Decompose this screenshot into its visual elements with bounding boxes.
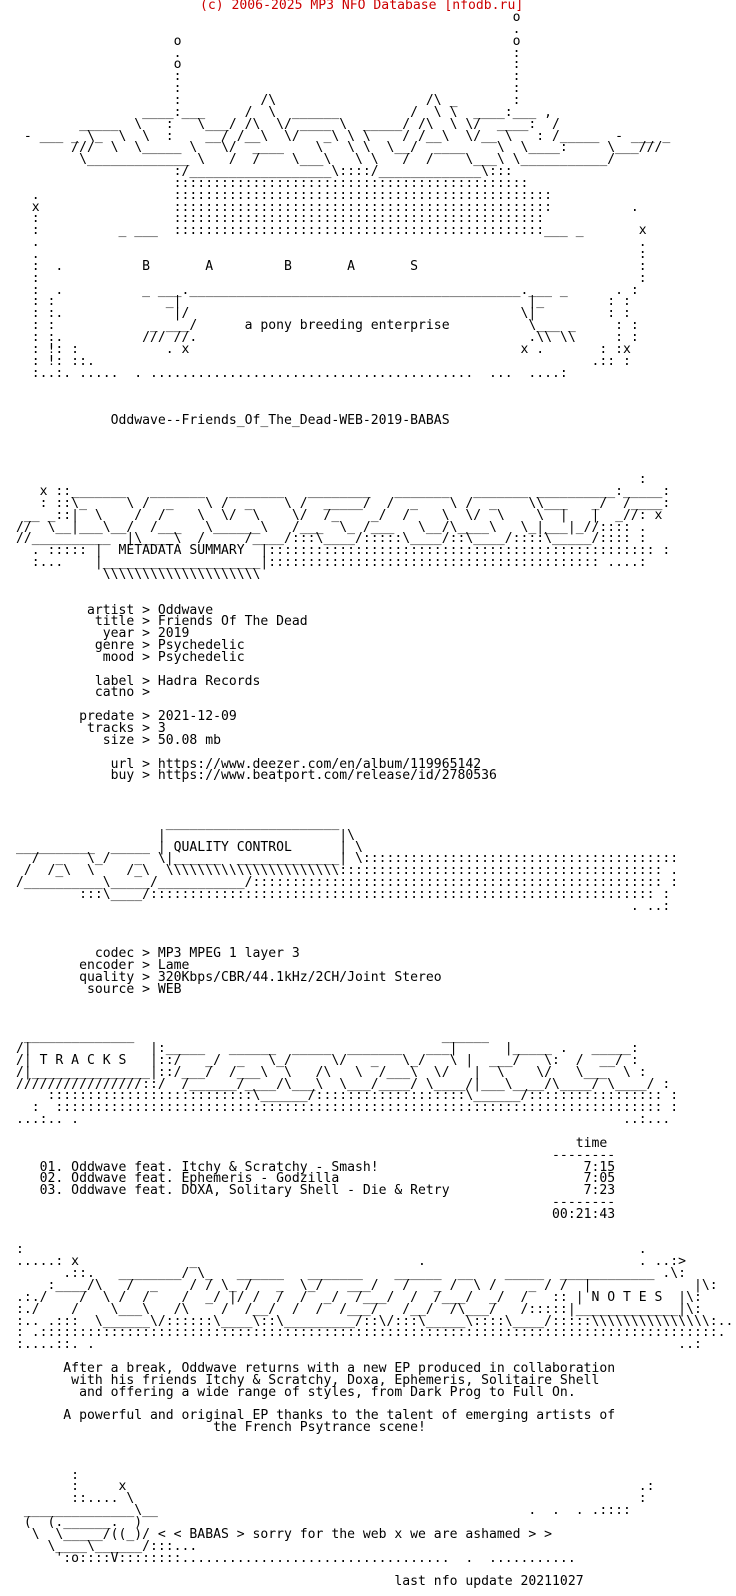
- nfo-line: :/__________________\::::/_____________\:::: [16, 164, 513, 179]
- nfo-line: buy > https://www.beatport.com/release/id/2780536: [16, 768, 497, 784]
- nfo-line: _____ \ : \___/ /\ \/ ____ \ _____/ /\ \ \/ ____: /: [16, 116, 560, 132]
- nfo-line: . ::::::::::::::::::::::::::::::::::::::::::::::::: [16, 187, 553, 203]
- nfo-line: 00:21:43: [16, 1206, 616, 1222]
- nfo-line: . ::::: | METADATA SUMMARY |::::::::::::::::::::::::::::::::::::::::::::::::: :: [16, 543, 671, 559]
- nfo-line: predate > 2021-12-09: [16, 709, 237, 725]
- nfo-line: url > https://www.deezer.com/en/album/119965142: [16, 756, 482, 772]
- nfo-line: /| |:_____ ______ _____ _______ ___| |_____ . _____:: [16, 1041, 639, 1056]
- nfo-line: --------: [16, 1147, 616, 1163]
- nfo-line: 02. Oddwave feat. Ephemeris - Godzilla 7:05: [16, 1171, 616, 1187]
- nfo-line: :: [16, 472, 647, 488]
- nfo-line: 01. Oddwave feat. Itchy & Scratchy - Smash! 7:15: [16, 1159, 616, 1175]
- nfo-line: ______________________: [16, 815, 340, 831]
- nfo-line: | |\: [16, 827, 355, 843]
- nfo-line: Oddwave--Friends_Of_The_Dead-WEB-2019-BABAS: [16, 412, 450, 428]
- nfo-line: the French Psytrance scene!: [16, 1420, 426, 1436]
- nfo-line: : !: ::. .:: :: [16, 353, 631, 369]
- nfo-line: / /_\ \ /_\ \\\\\\\\\\\\\\\\\\\\\\::::::::::::::::::::::::::::::::::::::::: .: [16, 863, 679, 879]
- nfo-line: size > 50.08 mb: [16, 732, 221, 748]
- nfo-line: x ::_______ _______ _______ ________ _______ _______ __________:_____:: [16, 484, 671, 499]
- nfo-line: : . _ ___.__________________________________________.___ _ . :: [16, 282, 639, 298]
- nfo-line: title > Friends Of The Dead: [16, 614, 308, 630]
- nfo-line: ////////////////::/ /______/____/\___\ \___/____/ \____/|___\____/\____/ \____/ :: [16, 1076, 671, 1092]
- nfo-line: ::::::::::::::::::::::::::\______/:::::::::::::::::::\______/::::::::::::::::: :: [16, 1088, 679, 1104]
- nfo-line: / _ \_/ _ \|______ _____________| \::::::::::::::::::::::::::::::::::::::::: [16, 851, 679, 867]
- nfo-line: and offering a wide range of styles, from Dark Prog to Full On.: [16, 1384, 576, 1400]
- nfo-line: : :::::::::::::::::::::::::::::::::::::::::::::::: [16, 211, 545, 227]
- nfo-line: : x .:: [16, 1479, 655, 1495]
- nfo-line: \____\______/:::...: [16, 1538, 198, 1554]
- nfo-line: : _ ___ :::::::::::::::::::::::::::::::::::::::::::::::___ _ x: [16, 223, 647, 239]
- nfo-line: : : _ ___/ a pony breeding enterprise \___ _ : :: [16, 318, 639, 334]
- nfo-line: \\\\\\\\\\\\\\\\\\\\: [16, 566, 261, 582]
- nfo-line: : .: [16, 1242, 647, 1258]
- nfo-line: :____/\ / _ / / \_ / _ \_/ ___/ / _ / \ / _ / / | |\:: [16, 1278, 718, 1293]
- nfo-line: codec > MP3 MPEG 1 layer 3: [16, 946, 300, 962]
- nfo-line: A powerful and original EP thanks to the talent of emerging artists of: [16, 1408, 616, 1424]
- nfo-line: :: [16, 1467, 80, 1483]
- nfo-line: : :: [16, 270, 647, 286]
- nfo-line: .:./ / \ / / / _/ |/ / / / _/ /___/ / /___/ _/ / :: | N O T E S |\:: [16, 1289, 702, 1305]
- nfo-line: last nfo update 20211027: [16, 1574, 584, 1590]
- nfo-line: :.. .::: \______\/::::::\____\::\_________/::\/:::\_____\::::\____/:::::\\\\\\\\\\\\\\\:..: [16, 1313, 734, 1329]
- nfo-line: .::. ________/ \_ ______ _______ ______ __ _____ ____________ .\:: [16, 1266, 687, 1282]
- nfo-line: o :: [16, 57, 521, 73]
- nfo-line: /// \ \_____ \ \/ ____ \ \ \ \__/ ____ \ \____: \___///: [16, 140, 663, 156]
- nfo-line: //__________ |\____\ / /____/:::\____/:::::\____/::\____/::::\_____/:::: :: [16, 531, 647, 547]
- nfo-line: o o: [16, 33, 521, 49]
- nfo-line: mood > Psychedelic: [16, 649, 245, 665]
- nfo-line: /__________\_____/___________/:::::::::::::::::::::::::::::::::::::::::::::::::::: :: [16, 875, 679, 890]
- nfo-line: : :: [16, 81, 521, 97]
- nfo-line: - ___ _ \_ \ \ : __/ /__\ \/ _\ \ \ / /__\ \/__ \ : /_____ - ___ _: [16, 128, 671, 144]
- nfo-line: ( (.______. ): [16, 1515, 143, 1530]
- nfo-line: : :. /// //. .\\ \\ : :: [16, 329, 639, 345]
- nfo-line: artist > Oddwave: [16, 602, 214, 618]
- nfo-line: // \__|___\__/ /___ \______\ /___ \_ /___ \__/\____\ \_|___|_//:::: .: [16, 519, 647, 535]
- nfo-line: catno >: [16, 685, 151, 701]
- nfo-line: :..:. ..... . ......................................... ... ....:: [16, 365, 568, 381]
- nfo-line: label > Hadra Records: [16, 673, 261, 689]
- nfo-line: 03. Oddwave feat. DOXA, Solitary Shell - Die & Retry 7:23: [16, 1183, 616, 1199]
- nfo-line: : /\ /\ _ :: [16, 93, 521, 108]
- nfo-line: .....: x _ . . ..:>: [16, 1254, 687, 1270]
- nfo-line: time: [16, 1135, 608, 1151]
- nfo-line: year > 2019: [16, 626, 190, 642]
- nfo-line: __________ _____ | QUALITY CONTROL | \: [16, 839, 363, 855]
- nfo-line: ____:___ / \ ______ / \ \ ____:___ ,: [16, 104, 553, 120]
- nfo-line: : ::\_ \ / _ \ / _ \ / _____/ / _ \ / _ \\___ _/ /____:: [16, 495, 671, 511]
- nfo-line: ______________\__ . . . .::::: [16, 1503, 631, 1519]
- nfo-line: After a break, Oddwave returns with a new EP produced in collaboration: [16, 1360, 616, 1376]
- nfo-line: : .::::::::::::::::::::::::::::::::::::::::::::::::::::::::::::::::::::::::::::::::::::::.: [16, 1325, 726, 1341]
- nfo-line: ::.... \ :: [16, 1491, 647, 1507]
- nfo-line: --------: [16, 1195, 616, 1210]
- nfo-line: encoder > Lame: [16, 958, 190, 973]
- site-credit: (c) 2006-2025 MP3 NFO Database [nfodb.ru]: [200, 0, 524, 13]
- nfo-line: :....::. . ..:: [16, 1337, 702, 1353]
- nfo-line: :./ / \___\ /\ / /__/ / / /___/ /__/ /\___/ /:::::|_____________|\:: [16, 1301, 702, 1317]
- nfo-line: . .: [16, 235, 647, 251]
- nfo-line: genre > Psychedelic: [16, 638, 245, 653]
- nfo-line: : . B A B A S :: [16, 258, 647, 274]
- nfo-line: :... |____________________|:::::::::::::::::::::::::::::::::::::::::: ....:: [16, 555, 647, 571]
- nfo-line: \ \_____/((_)/ < < BABAS > sorry for the web x we are ashamed > >: [16, 1526, 553, 1542]
- nfo-line: /|_______________|::/___/ /___\ \ /\ \ /___\ \/ | \ \/ \___ \ :: [16, 1064, 647, 1080]
- nfo-line: source > WEB: [16, 981, 182, 997]
- nfo-line: tracks > 3: [16, 721, 166, 736]
- nfo-line: : ::::::::::::::::::::::::::::::::::::::::::::::::::::::::::::::::::::::::::::: :: [16, 1100, 679, 1116]
- nfo-line: .: [16, 21, 521, 37]
- nfo-line: __ _::| \ / / \ \/ \ \/ /_ _/ / \ \/ \ \ | | _//: x: [16, 507, 663, 523]
- nfo-line: . :: [16, 45, 521, 61]
- nfo-line: /| T R A C K S |::/ _/ _ \_/ \/ _ \_/ \ | ___/ \: / __/ :: [16, 1052, 639, 1068]
- nfo-line: o: [16, 10, 521, 25]
- nfo-line: . ..:: [16, 898, 671, 914]
- nfo-line: : !: : . x x . : :x: [16, 341, 631, 357]
- nfo-line: :::\____/:::::::::::::::::::::::::::::::::::::::::::::::::::::::::::::::: :: [16, 886, 671, 902]
- nfo-line: : : _| |_ : :: [16, 294, 631, 310]
- nfo-line: :::::::::::::::::::::::::::::::::::::::::::::: [16, 175, 529, 191]
- nfo-line: ':o::::V::::::::.................................. . ...........: [16, 1550, 576, 1566]
- nfo-line: ...:.. . ..:...: [16, 1112, 671, 1127]
- nfo-line: quality > 320Kbps/CBR/44.1kHz/2CH/Joint Stereo: [16, 969, 442, 985]
- nfo-line: : :. |/ \| : :: [16, 306, 631, 322]
- nfo-line: \_____________ \ / / \___\ \ \ / / \___\ \___________/: [16, 152, 616, 168]
- nfo-line: ______________ ______: [16, 1029, 489, 1045]
- nfo-line: x :::::::::::::::::::::::::::::::::::::::::::::::: .: [16, 199, 639, 215]
- nfo-line: : :: [16, 69, 521, 85]
- nfo-line: with his friends Itchy & Scratchy, Doxa, Ephemeris, Solitaire Shell: [16, 1372, 600, 1388]
- nfo-line: . :: [16, 247, 647, 262]
